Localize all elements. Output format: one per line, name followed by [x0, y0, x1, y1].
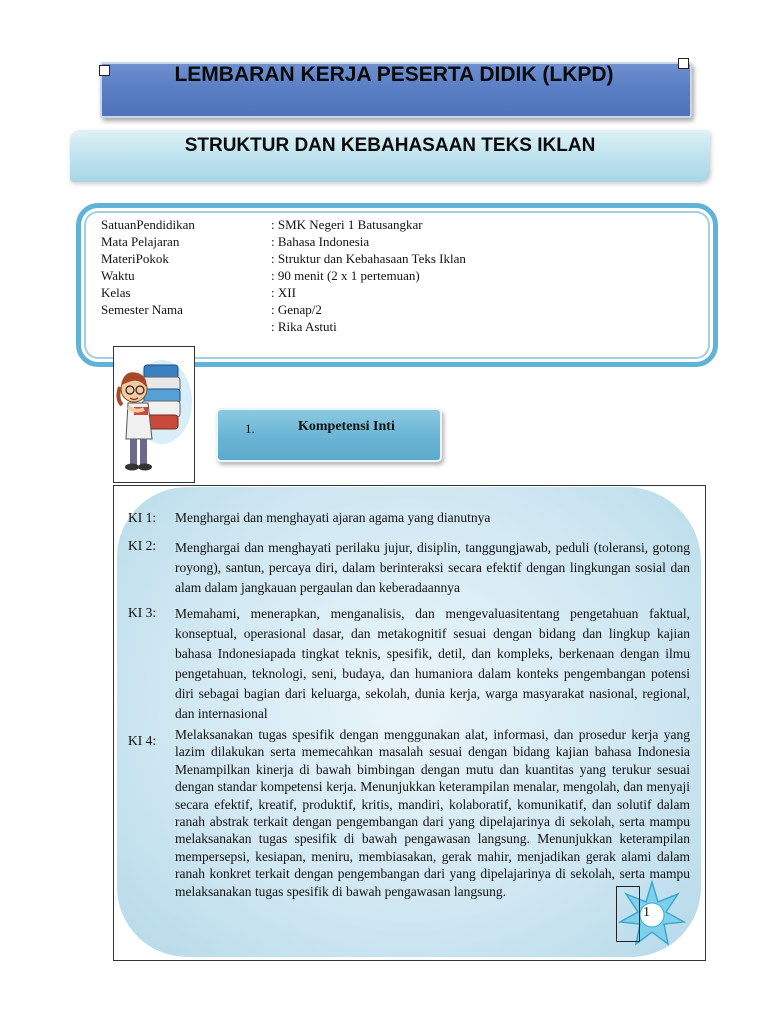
ki-text: Menghargai dan menghayati ajaran agama yang dianutnya: [175, 510, 491, 525]
page-number: 1: [643, 905, 650, 920]
ki-text: Menghargai dan menghayati perilaku jujur, disiplin, tanggungjawab, peduli (toleransi, gotong royong), santun, percaya diri, dalam berinteraksi secara efektif dengan lingkungan sosial dan alam dalam jangkauan pergaulan dan keberadaannya: [175, 540, 690, 595]
resize-handle-right[interactable]: [678, 58, 689, 69]
info-value: : Struktur dan Kebahasaan Teks Iklan: [271, 251, 466, 266]
ki-code: KI 4:: [128, 733, 157, 748]
info-label: MateriPokok: [101, 251, 169, 266]
info-value: : Bahasa Indonesia: [271, 234, 370, 249]
info-label: Waktu: [101, 268, 135, 283]
info-value: : SMK Negeri 1 Batusangkar: [271, 217, 423, 232]
info-label: Kelas: [101, 285, 131, 300]
resize-handle-left[interactable]: [99, 65, 110, 76]
ki-code: KI 3:: [128, 605, 157, 620]
student-carrying-books-illustration: [114, 347, 194, 482]
section-number: 1.: [245, 421, 255, 436]
ki-text: Melaksanakan tugas spesifik dengan menggunakan alat, informasi, dan prosedur kerja yang lazim dilakukan serta memecahkan masalah sesuai dengan bidang kajian bahasa Indonesia Menampilkan kinerja di bawah bimbingan dengan mutu dan kuantitas yang terukur sesuai dengan standar kompetensi kerja. Menunjukkan keterampilan menalar, mengolah, dan menyaji secara efektif, kreatif, produktif, kritis, mandiri, kolaboratif, komunikatif, dan solutif dalam ranah abstrak terkait dengan pengembangan dari yang dipelajarinya di sekolah, serta mampu melaksanakan tugas spesifik di bawah pengawasan langsung. Menunjukkan keterampilan mempersepsi, kesiapan, meniru, membiasakan, gerak mahir, menjadikan gerak alami dalam ranah konkret terkait dengan pengembangan dari yang dipelajarinya di sekolah, serta mampu melaksanakan tugas spesifik di bawah pengawasan langsung.: [175, 727, 690, 899]
info-value: : XII: [271, 285, 296, 300]
ki-code: KI 1:: [128, 510, 157, 525]
info-label: Semester Nama: [101, 302, 183, 317]
page-title: LEMBARAN KERJA PESERTA DIDIK (LKPD): [174, 63, 614, 86]
info-label: SatuanPendidikan: [101, 217, 195, 232]
info-value: : Genap/2: [271, 302, 322, 317]
page-subtitle: STRUKTUR DAN KEBAHASAAN TEKS IKLAN: [184, 135, 596, 156]
student-illustration-frame[interactable]: [113, 346, 195, 483]
info-value: : 90 menit (2 x 1 pertemuan): [271, 268, 420, 283]
ki-code: KI 2:: [128, 538, 157, 553]
section-label: Kompetensi Inti: [298, 419, 395, 434]
info-value: : Rika Astuti: [271, 319, 337, 334]
info-label: Mata Pelajaran: [101, 234, 180, 249]
ki-text: Memahami, menerapkan, menganalisis, dan mengevaluasitentang pengetahuan faktual, konseptual, operasional dasar, dan metakognitif sesuai dengan bidang dan lingkup kajian bahasa Indonesiapada tingkat teknis, spesifik, detil, dan kompleks, berkenaan dengan ilmu pengetahuan, teknologi, seni, budaya, dan humaniora dalam konteks pengembangan potensi diri sebagai bagian dari keluarga, sekolah, dunia kerja, warga masyarakat nasional, regional, dan internasional: [175, 606, 690, 721]
page-number-box[interactable]: [616, 886, 640, 942]
